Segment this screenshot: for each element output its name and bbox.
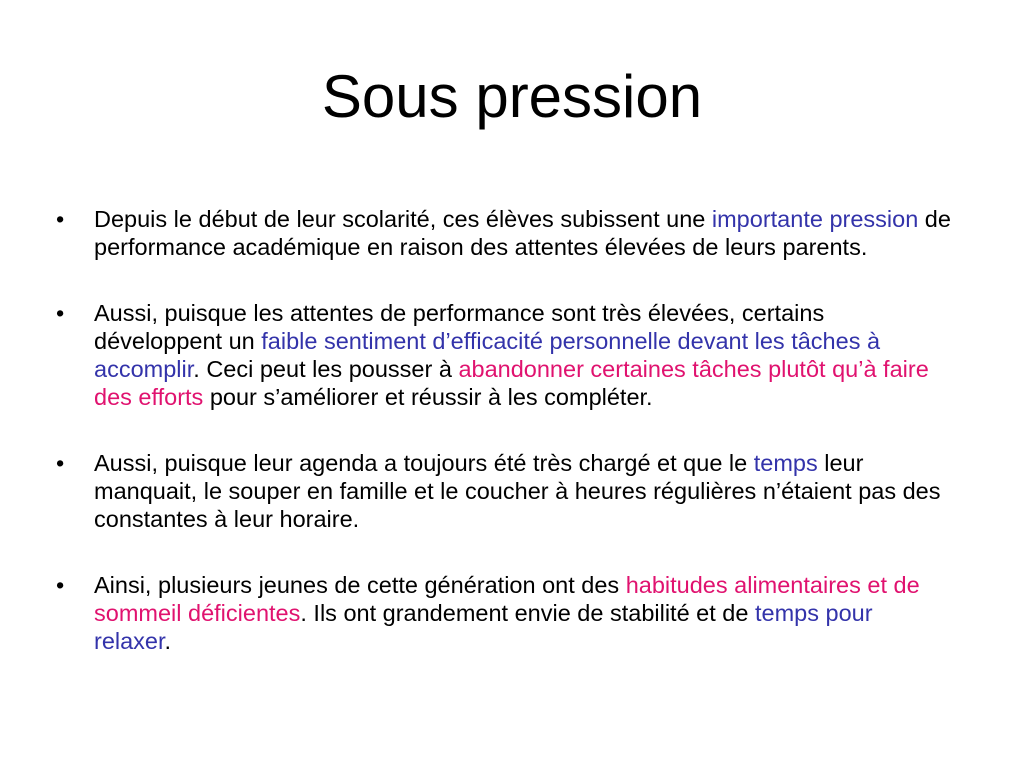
bullet-list bbox=[56, 205, 956, 655]
highlight-pink-text: habitudes alimentaires et de sommeil déficientes bbox=[94, 572, 920, 626]
bullet-marker: • bbox=[56, 572, 65, 598]
highlight-blue-text: temps bbox=[753, 450, 818, 476]
highlight-blue-text: temps pour relaxer bbox=[94, 600, 873, 654]
bullet-text: pour s’améliorer et réussir à les compléter. bbox=[203, 384, 653, 410]
bullet-item bbox=[56, 449, 956, 533]
bullet-text: . Ils ont grandement envie de stabilité et de bbox=[300, 600, 755, 626]
highlight-pink-text: abandonner certaines tâches plutôt qu’à faire des efforts bbox=[94, 356, 929, 410]
bullet-text: Aussi, puisque les attentes de performance sont très élevées, certains développent un bbox=[94, 300, 825, 354]
bullet-text: Depuis le début de leur scolarité, ces élèves subissent une bbox=[94, 206, 712, 232]
bullet-text: leur manquait, le souper en famille et le coucher à heures régulières n’étaient pas des constantes à leur horaire. bbox=[94, 450, 941, 532]
highlight-blue-text: importante pression bbox=[711, 206, 919, 232]
bullet-text: . Ceci peut les pousser à bbox=[193, 356, 459, 382]
bullet-item bbox=[56, 299, 956, 411]
highlight-blue-text: faible sentiment d’efficacité personnelle devant les tâches à accomplir bbox=[94, 328, 881, 382]
bullet-item bbox=[56, 205, 956, 261]
bullet-marker: • bbox=[56, 206, 65, 232]
bullet-marker: • bbox=[56, 300, 65, 326]
bullet-text: Ainsi, plusieurs jeunes de cette génération ont des bbox=[94, 572, 626, 598]
bullet-text: de performance académique en raison des attentes élevées de leurs parents. bbox=[94, 206, 951, 260]
bullet-item bbox=[56, 571, 956, 655]
bullet-marker: • bbox=[56, 450, 65, 476]
bullet-text: . bbox=[164, 628, 172, 654]
slide-title: Sous pression bbox=[321, 63, 703, 130]
bullet-text: Aussi, puisque leur agenda a toujours été très chargé et que le bbox=[94, 450, 754, 476]
